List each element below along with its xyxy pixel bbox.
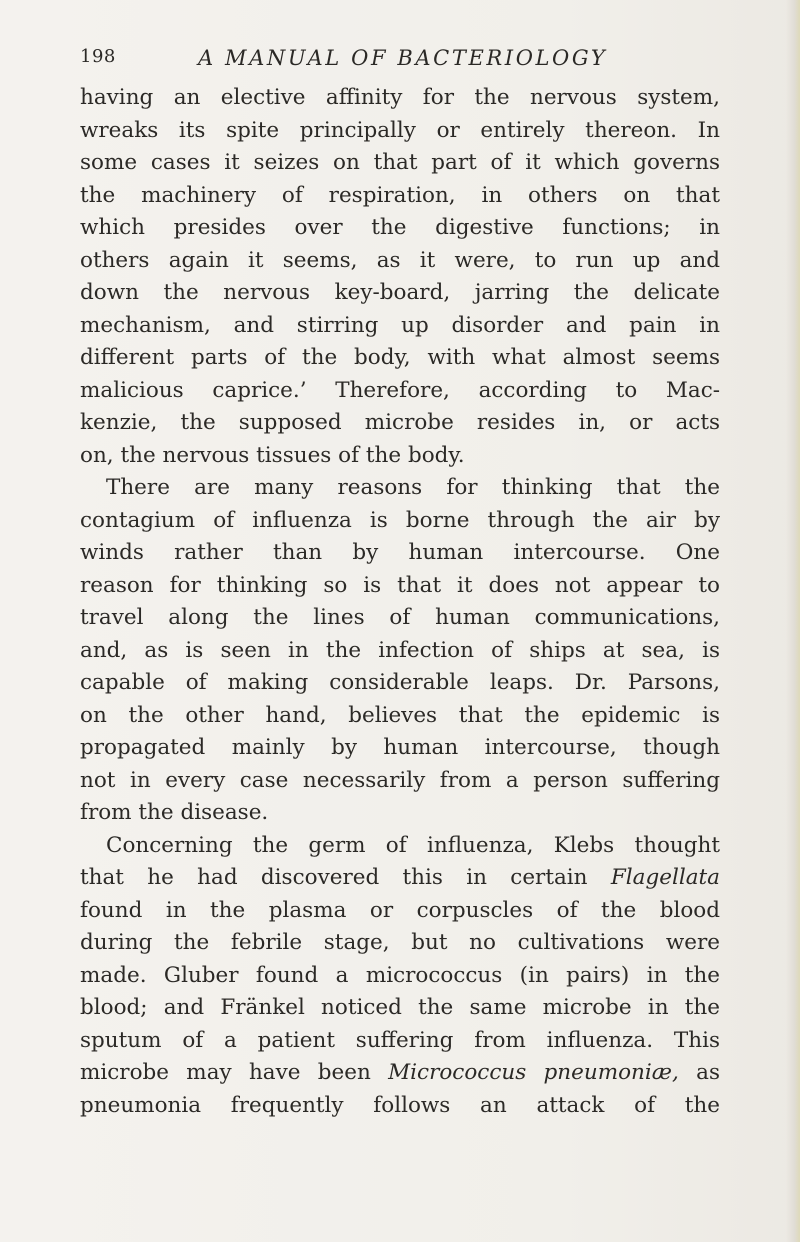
text-line: blood; and Fränkel noticed the same microbe in the (80, 995, 720, 1020)
text-line: contagium of influenza is borne through the air by (80, 507, 720, 533)
text-line: on the other hand, believes that the epidemic is (80, 702, 720, 728)
italic-term: Flagellata (610, 865, 720, 890)
text-line: and, as is seen in the infection of ships at sea, is (80, 637, 720, 663)
text-line: during the febrile stage, but no cultivations were (80, 930, 720, 955)
text-line: from the disease. (80, 800, 269, 825)
paragraph-start-line: Concerning the germ of influenza, Klebs thought (106, 832, 720, 858)
text-line: wreaks its spite principally or entirely thereon. In (80, 117, 720, 143)
text-line: some cases it seizes on that part of it which governs (80, 150, 720, 175)
text-line: mechanism, and stirring up disorder and pain in (80, 312, 720, 338)
text-line: pneumonia frequently follows an attack of the (80, 1092, 720, 1118)
text-segment: microbe may have been (80, 1060, 371, 1085)
text-line: others again it seems, as it were, to run up and (80, 247, 720, 273)
page-number: 198 (80, 46, 116, 67)
text-line: sputum of a patient suffering from influenza. This (80, 1027, 720, 1053)
text-line: which presides over the digestive functions; in (80, 215, 720, 240)
text-line: the machinery of respiration, in others on that (80, 182, 720, 208)
text-line: different parts of the body, with what almost seems (80, 345, 720, 370)
text-line: not in every case necessarily from a person suffering (80, 767, 720, 793)
text-line: on, the nervous tissues of the body. (80, 442, 465, 468)
text-line: kenzie, the supposed microbe resides in, or acts (80, 410, 720, 435)
text-line: made. Gluber found a micrococcus (in pairs) in the (80, 962, 720, 988)
paragraph-start-line: There are many reasons for thinking that the (106, 475, 720, 500)
text-line: propagated mainly by human intercourse, though (80, 735, 720, 760)
running-title: A MANUAL OF BACTERIOLOGY (198, 46, 608, 70)
text-line-with-italic (80, 1057, 720, 1090)
text-line: down the nervous key-board, jarring the delicate (80, 280, 720, 305)
text-line: winds rather than by human intercourse. One (80, 540, 720, 565)
page-header (80, 46, 720, 80)
italic-term: Micrococcus pneumoniæ, (388, 1060, 679, 1085)
text-line: travel along the lines of human communications, (80, 605, 720, 630)
body-text (80, 82, 720, 1122)
text-line-with-italic (80, 862, 720, 895)
text-segment: that he had discovered this in certain (80, 865, 588, 890)
text-line: found in the plasma or corpuscles of the blood (80, 897, 720, 923)
text-line: reason for thinking so is that it does not appear to (80, 572, 720, 598)
text-line: having an elective affinity for the nervous system, (80, 85, 720, 110)
text-line: capable of making considerable leaps. Dr. Parsons, (80, 670, 720, 695)
text-line: malicious caprice.’ Therefore, according to Mac- (80, 377, 720, 403)
text-segment: as (696, 1060, 720, 1085)
page-edge-shadow (786, 0, 800, 1242)
